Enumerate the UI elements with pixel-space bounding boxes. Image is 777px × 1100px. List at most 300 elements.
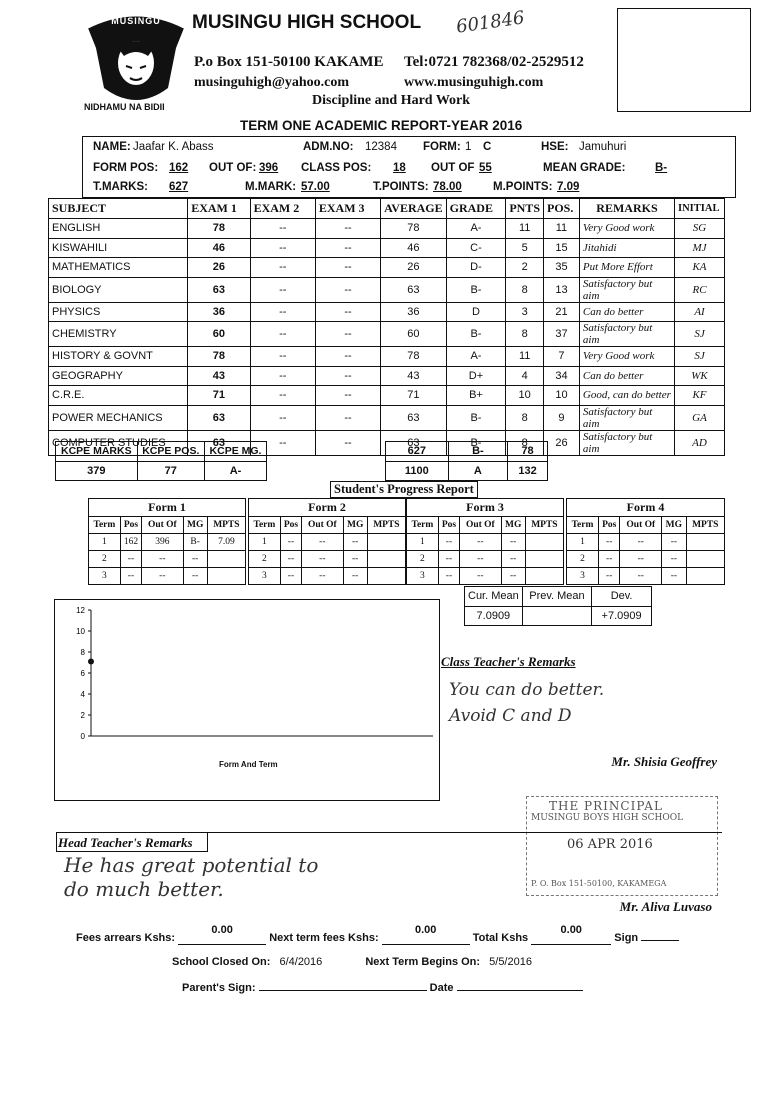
progress-cell: -- (620, 568, 662, 585)
progress-row (89, 551, 246, 568)
progress-row (249, 551, 406, 568)
progress-row (249, 568, 406, 585)
result-average: 43 (381, 366, 446, 386)
result-exam1: 78 (188, 219, 250, 239)
result-remarks: Jitahidi (579, 238, 674, 258)
result-subject: C.R.E. (49, 386, 188, 406)
progress-col-header: MPTS (525, 517, 563, 534)
progress-cell: -- (280, 568, 301, 585)
form-no: 1 (465, 141, 472, 153)
mean-grade-label: MEAN GRADE: (543, 162, 626, 174)
handwritten-ref: 601846 (454, 7, 526, 38)
progress-form-1-table (88, 498, 246, 585)
result-remarks: Satisfactory but aim (579, 405, 674, 430)
result-subject: GEOGRAPHY (49, 366, 188, 386)
progress-col-header-row (567, 517, 725, 534)
progress-cell (525, 534, 563, 551)
result-exam1: 43 (188, 366, 250, 386)
progress-cell: -- (662, 551, 686, 568)
progress-cell: -- (302, 534, 344, 551)
result-initial: AI (675, 302, 725, 322)
stamp-line1: THE PRINCIPAL (549, 799, 663, 813)
result-grade: C- (446, 238, 506, 258)
next-fees-label: Next term fees Kshs: (269, 932, 379, 944)
progress-col-header-row (407, 517, 564, 534)
progress-cell: 2 (249, 551, 281, 568)
progress-cell: -- (302, 551, 344, 568)
progress-form-header-row (89, 499, 246, 517)
date-label: Date (429, 982, 454, 994)
result-exam2: -- (250, 347, 315, 367)
progress-cell: -- (501, 568, 525, 585)
totals-table (385, 441, 548, 481)
result-grade: B- (446, 430, 506, 455)
closed-date: 6/4/2016 (279, 956, 323, 968)
school-email: musinguhigh@yahoo.com (194, 75, 350, 90)
result-remarks: Can do better (579, 366, 674, 386)
progress-col-header: MG (662, 517, 686, 534)
progress-cell: 3 (89, 568, 121, 585)
result-initial: SJ (675, 347, 725, 367)
result-exam1: 78 (188, 347, 250, 367)
result-grade: B- (446, 277, 506, 302)
progress-col-header: MG (343, 517, 367, 534)
out-of-label: OUT OF: (209, 162, 257, 174)
form-pos: 162 (169, 162, 189, 174)
chart-y-tick-label: 4 (80, 690, 85, 699)
progress-cell: -- (501, 551, 525, 568)
house: Jamuhuri (579, 141, 627, 153)
progress-col-header: MPTS (207, 517, 245, 534)
result-exam3: -- (315, 430, 380, 455)
progress-cell: 3 (407, 568, 439, 585)
result-row (49, 366, 725, 386)
result-initial: KA (675, 258, 725, 278)
progress-cell: 1 (89, 534, 121, 551)
result-exam1: 60 (188, 322, 250, 347)
progress-cell: 396 (142, 534, 184, 551)
fees-arrears-label: Fees arrears Kshs: (76, 932, 176, 944)
progress-cell: B- (183, 534, 207, 551)
mean-header-row (465, 587, 652, 607)
result-pnts: 5 (506, 238, 544, 258)
result-pos: 10 (544, 386, 580, 406)
result-pnts: 8 (506, 277, 544, 302)
sign-label: Sign (614, 932, 639, 944)
result-exam1: 71 (188, 386, 250, 406)
chart-y-tick-label: 6 (80, 669, 85, 678)
result-exam1: 63 (188, 405, 250, 430)
progress-cell: -- (460, 551, 502, 568)
progress-cell: -- (662, 568, 686, 585)
result-row (49, 386, 725, 406)
col-remarks: REMARKS (579, 199, 674, 219)
result-grade: B- (446, 322, 506, 347)
result-grade: B+ (446, 386, 506, 406)
mmark-label: M.MARK: (245, 181, 297, 193)
name-label: NAME: (93, 141, 131, 153)
school-logo (82, 8, 190, 114)
result-exam2: -- (250, 219, 315, 239)
result-subject: COMPUTER STUDIES (49, 430, 188, 455)
result-exam1: 36 (188, 302, 250, 322)
progress-cell: 1 (407, 534, 439, 551)
closed-label: School Closed On: (172, 956, 271, 968)
kcpe-header-row (56, 442, 267, 462)
result-exam2: -- (250, 302, 315, 322)
stamp-date: 06 APR 2016 (567, 837, 653, 852)
progress-row (407, 568, 564, 585)
kcpe-marks-header: KCPE MARKS (56, 442, 138, 462)
result-subject: HISTORY & GOVNT (49, 347, 188, 367)
result-pnts: 3 (506, 302, 544, 322)
progress-col-header-row (249, 517, 406, 534)
result-exam3: -- (315, 366, 380, 386)
result-row (49, 322, 725, 347)
kcpe-mg-header: KCPE MG. (205, 442, 267, 462)
progress-area (88, 498, 725, 586)
result-average: 71 (381, 386, 446, 406)
result-average: 63 (381, 430, 446, 455)
chart-point (88, 659, 94, 665)
progress-cell (525, 551, 563, 568)
result-exam1: 63 (188, 277, 250, 302)
progress-form-label: Form 3 (407, 499, 564, 517)
result-average: 63 (381, 405, 446, 430)
progress-cell: -- (620, 534, 662, 551)
result-pos: 13 (544, 277, 580, 302)
progress-cell: 2 (89, 551, 121, 568)
progress-cell (367, 534, 405, 551)
stamp-line2: MUSINGU BOYS HIGH SCHOOL (531, 813, 684, 823)
adm-no: 12384 (365, 141, 397, 153)
result-pos: 37 (544, 322, 580, 347)
result-exam2: -- (250, 277, 315, 302)
progress-cell: 7.09 (207, 534, 245, 551)
result-remarks: Very Good work (579, 219, 674, 239)
parent-sign-line (182, 980, 583, 994)
progress-cell: -- (343, 568, 367, 585)
result-row (49, 219, 725, 239)
result-row (49, 347, 725, 367)
progress-cell: -- (599, 551, 620, 568)
progress-col-header: Term (89, 517, 121, 534)
progress-col-header: MG (183, 517, 207, 534)
head-teacher-remark-2: do much better. (64, 877, 224, 901)
progress-title: Student's Progress Report (330, 481, 478, 498)
student-name: Jaafar K. Abass (133, 141, 214, 153)
result-grade: D+ (446, 366, 506, 386)
result-average: 46 (381, 238, 446, 258)
result-exam3: -- (315, 302, 380, 322)
progress-cell: -- (142, 551, 184, 568)
result-average: 36 (381, 302, 446, 322)
result-row (49, 258, 725, 278)
result-initial: AD (675, 430, 725, 455)
progress-form-4-table (566, 498, 725, 585)
col-initial: INITIAL (675, 199, 725, 219)
head-teacher-name: Mr. Aliva Luvaso (619, 899, 712, 914)
result-exam2: -- (250, 405, 315, 430)
next-fees (382, 924, 470, 945)
progress-cell: -- (438, 551, 459, 568)
progress-cell (686, 534, 724, 551)
result-remarks: Satisfactory but aim (579, 430, 674, 455)
progress-form-header-row (567, 499, 725, 517)
school-tel: Tel:0721 782368/02-2529512 (404, 54, 584, 70)
col-subject: SUBJECT (49, 199, 188, 219)
progress-cell: -- (460, 568, 502, 585)
kcpe-pos: 77 (137, 461, 204, 481)
photo-box (617, 8, 751, 112)
progress-col-header: Pos (280, 517, 301, 534)
result-average: 63 (381, 277, 446, 302)
result-row (49, 302, 725, 322)
parent-sign-label: Parent's Sign: (182, 982, 256, 994)
result-row (49, 405, 725, 430)
result-average: 26 (381, 258, 446, 278)
max-row (386, 461, 548, 481)
progress-cell: -- (120, 568, 141, 585)
progress-cell (367, 568, 405, 585)
progress-cell: 2 (567, 551, 599, 568)
tpoints: 78.00 (433, 181, 462, 193)
progress-col-header: Term (567, 517, 599, 534)
chart-y-tick-label: 2 (80, 711, 85, 720)
result-exam1: 46 (188, 238, 250, 258)
class-teacher-title: Class Teacher's Remarks (441, 654, 576, 669)
progress-col-header: MG (501, 517, 525, 534)
result-exam3: -- (315, 347, 380, 367)
progress-cell: -- (183, 568, 207, 585)
report-title: TERM ONE ACADEMIC REPORT-YEAR 2016 (240, 118, 523, 133)
class-pos-label: CLASS POS: (301, 162, 372, 174)
cur-mean-header: Cur. Mean (465, 587, 523, 607)
result-pos: 35 (544, 258, 580, 278)
progress-col-header: Term (407, 517, 439, 534)
progress-cell: -- (142, 568, 184, 585)
form-label: FORM: (423, 141, 461, 153)
result-remarks: Satisfactory but aim (579, 322, 674, 347)
progress-cell (367, 551, 405, 568)
result-exam3: -- (315, 322, 380, 347)
mpoints: 7.09 (557, 181, 580, 193)
prev-mean-header: Prev. Mean (522, 587, 591, 607)
result-pnts: 8 (506, 430, 544, 455)
date-blank (457, 980, 583, 991)
progress-cell (207, 551, 245, 568)
progress-cell: -- (343, 534, 367, 551)
result-average: 78 (381, 347, 446, 367)
total-points: 78 (508, 442, 548, 462)
school-address: P.o Box 151-50100 KAKAME (194, 54, 384, 70)
result-grade: A- (446, 219, 506, 239)
result-initial: KF (675, 386, 725, 406)
adm-label: ADM.NO: (303, 141, 354, 153)
result-remarks: Good, can do better (579, 386, 674, 406)
total-fees (531, 924, 611, 945)
col-grade: GRADE (446, 199, 506, 219)
total-label: Total Kshs (472, 932, 529, 944)
result-row (49, 238, 725, 258)
max-marks: 1100 (386, 461, 449, 481)
result-pnts: 11 (506, 347, 544, 367)
class-teacher-name: Mr. Shisia Geoffrey (611, 754, 717, 769)
results-table (48, 198, 725, 456)
progress-col-header: Out Of (142, 517, 184, 534)
progress-form-3-table (406, 498, 564, 585)
mean-table (464, 586, 652, 626)
progress-form-label: Form 4 (567, 499, 725, 517)
total-fees-value: 0.00 (560, 924, 582, 936)
progress-cell: -- (599, 534, 620, 551)
result-initial: RC (675, 277, 725, 302)
class-out-label: OUT OF (431, 162, 475, 174)
result-remarks: Can do better (579, 302, 674, 322)
progress-col-header: Term (249, 517, 281, 534)
col-exam2: EXAM 2 (250, 199, 315, 219)
progress-cell (686, 551, 724, 568)
result-initial: SG (675, 219, 725, 239)
parent-sign-blank (259, 980, 427, 991)
progress-cell: -- (501, 534, 525, 551)
mmark: 57.00 (301, 181, 330, 193)
result-subject: MATHEMATICS (49, 258, 188, 278)
progress-row (89, 534, 246, 551)
col-average: AVERAGE (381, 199, 446, 219)
result-exam3: -- (315, 277, 380, 302)
tmarks-label: T.MARKS: (93, 181, 148, 193)
chart-xlabel: Form And Term (219, 760, 278, 769)
kcpe-marks: 379 (56, 461, 138, 481)
result-pos: 7 (544, 347, 580, 367)
progress-cell: -- (183, 551, 207, 568)
class-teacher-box (441, 654, 721, 778)
progress-col-header: MPTS (367, 517, 405, 534)
result-pos: 34 (544, 366, 580, 386)
dev-value: +7.0909 (592, 606, 652, 626)
progress-cell: 1 (567, 534, 599, 551)
progress-row (407, 534, 564, 551)
col-exam1: EXAM 1 (188, 199, 250, 219)
mean-value-row (465, 606, 652, 626)
logo-top-text: MUSINGU (111, 16, 161, 26)
result-grade: D (446, 302, 506, 322)
kcpe-mg: A- (205, 461, 267, 481)
result-pnts: 8 (506, 322, 544, 347)
result-exam1: 26 (188, 258, 250, 278)
result-pnts: 10 (506, 386, 544, 406)
chart-y-tick-label: 10 (76, 627, 85, 636)
progress-cell: -- (662, 534, 686, 551)
progress-form-label: Form 2 (249, 499, 406, 517)
begins-label: Next Term Begins On: (365, 956, 481, 968)
tmarks: 627 (169, 181, 189, 193)
chart-y-tick-label: 12 (76, 606, 85, 615)
result-row (49, 277, 725, 302)
result-initial: WK (675, 366, 725, 386)
result-average: 78 (381, 219, 446, 239)
progress-cell: -- (120, 551, 141, 568)
col-pos: POS. (544, 199, 580, 219)
result-remarks: Very Good work (579, 347, 674, 367)
result-grade: D- (446, 258, 506, 278)
head-teacher-title: Head Teacher's Remarks (58, 835, 193, 850)
result-exam2: -- (250, 430, 315, 455)
school-name: MUSINGU HIGH SCHOOL (192, 12, 422, 33)
fees-line (76, 924, 679, 945)
total-row (386, 442, 548, 462)
hse-label: HSE: (541, 141, 569, 153)
max-points: 132 (508, 461, 548, 481)
result-exam2: -- (250, 322, 315, 347)
progress-cell: -- (302, 568, 344, 585)
out-of: 396 (259, 162, 279, 174)
stamp-line3: P. O. Box 151-50100, KAKAMEGA (531, 879, 667, 888)
class-pos: 18 (393, 162, 406, 174)
result-pnts: 11 (506, 219, 544, 239)
result-subject: PHYSICS (49, 302, 188, 322)
result-initial: GA (675, 405, 725, 430)
progress-form-header-row (407, 499, 564, 517)
dates-line (172, 956, 532, 968)
progress-cell: -- (438, 534, 459, 551)
col-pnts: PNTS (506, 199, 544, 219)
result-exam2: -- (250, 366, 315, 386)
form-pos-label: FORM POS: (93, 162, 159, 174)
progress-cell (686, 568, 724, 585)
progress-cell: 3 (567, 568, 599, 585)
result-initial: SJ (675, 322, 725, 347)
progress-cell (207, 568, 245, 585)
prev-mean (522, 606, 591, 626)
result-subject: KISWAHILI (49, 238, 188, 258)
next-fees-value: 0.00 (414, 924, 437, 936)
progress-row (89, 568, 246, 585)
result-exam3: -- (315, 386, 380, 406)
result-grade: B- (446, 405, 506, 430)
result-exam3: -- (315, 238, 380, 258)
result-remarks: Put More Effort (579, 258, 674, 278)
total-grade: B- (448, 442, 508, 462)
fees-arrears (178, 924, 266, 945)
progress-cell (525, 568, 563, 585)
chart-y-tick-label: 0 (80, 732, 85, 741)
school-motto: Discipline and Hard Work (312, 93, 471, 108)
tpoints-label: T.POINTS: (373, 181, 429, 193)
result-exam2: -- (250, 386, 315, 406)
progress-col-header: Out Of (302, 517, 344, 534)
progress-cell: -- (620, 551, 662, 568)
kcpe-pos-header: KCPE POS. (137, 442, 204, 462)
progress-col-header: Pos (599, 517, 620, 534)
mean-grade: B- (655, 162, 668, 174)
chart-y-tick-label: 8 (80, 648, 85, 657)
progress-cell: 162 (120, 534, 141, 551)
chart-frame (54, 599, 440, 801)
dev-header: Dev. (592, 587, 652, 607)
mpoints-label: M.POINTS: (493, 181, 553, 193)
max-grade: A (448, 461, 508, 481)
progress-form-header-row (249, 499, 406, 517)
progress-row (249, 534, 406, 551)
school-website: www.musinguhigh.com (404, 75, 544, 90)
progress-form-label: Form 1 (89, 499, 246, 517)
result-pos: 11 (544, 219, 580, 239)
total-marks: 627 (386, 442, 449, 462)
result-subject: POWER MECHANICS (49, 405, 188, 430)
cur-mean: 7.0909 (465, 606, 523, 626)
